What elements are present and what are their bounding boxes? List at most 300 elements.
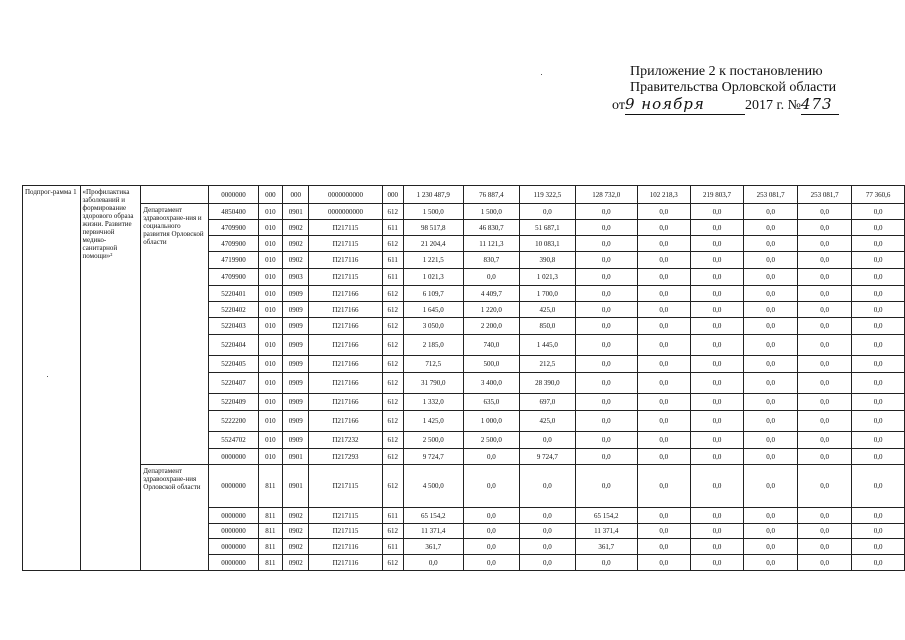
value-cell: 11 371,4 [403, 524, 463, 539]
code-cell: 611 [382, 220, 403, 236]
value-cell: 0,0 [575, 236, 637, 252]
empty-dept-cell [141, 186, 209, 204]
value-cell: 0,0 [575, 394, 637, 411]
code-cell: П217115 [309, 236, 382, 252]
header-prefix: от [612, 98, 625, 113]
code-cell: 0000000 [209, 186, 258, 204]
value-cell: 77 360,6 [852, 186, 905, 204]
value-cell: 0,0 [520, 465, 576, 508]
value-cell: 1 445,0 [520, 335, 576, 356]
value-cell: 0,0 [690, 302, 743, 318]
code-cell: 0000000000 [309, 186, 382, 204]
code-cell: 0902 [283, 220, 309, 236]
value-cell: 0,0 [575, 373, 637, 394]
value-cell: 2 500,0 [403, 432, 463, 449]
value-cell: 0,0 [637, 286, 690, 302]
value-cell: 0,0 [852, 269, 905, 286]
value-cell: 0,0 [575, 449, 637, 465]
value-cell: 51 687,1 [520, 220, 576, 236]
value-cell: 697,0 [520, 394, 576, 411]
code-cell: 612 [382, 204, 403, 220]
code-cell: 811 [258, 555, 283, 571]
code-cell: 0909 [283, 302, 309, 318]
code-cell: 0909 [283, 318, 309, 335]
code-cell: 5220407 [209, 373, 258, 394]
value-cell: 28 390,0 [520, 373, 576, 394]
code-cell: 0000000 [209, 465, 258, 508]
value-cell: 1 021,3 [520, 269, 576, 286]
value-cell: 0,0 [463, 508, 519, 524]
table-row [23, 186, 905, 204]
code-cell: 010 [258, 286, 283, 302]
code-cell: 010 [258, 373, 283, 394]
value-cell: 0,0 [798, 252, 852, 269]
value-cell: 0,0 [690, 236, 743, 252]
value-cell: 0,0 [463, 465, 519, 508]
code-cell: 010 [258, 449, 283, 465]
value-cell: 0,0 [798, 411, 852, 432]
value-cell: 0,0 [744, 236, 798, 252]
value-cell: 0,0 [637, 204, 690, 220]
value-cell: 0,0 [637, 318, 690, 335]
value-cell: 0,0 [575, 286, 637, 302]
value-cell: 0,0 [575, 220, 637, 236]
code-cell: 5220402 [209, 302, 258, 318]
value-cell: 0,0 [852, 286, 905, 302]
value-cell: 0,0 [852, 465, 905, 508]
value-cell: 740,0 [463, 335, 519, 356]
code-cell: 0901 [283, 465, 309, 508]
value-cell: 0,0 [575, 318, 637, 335]
value-cell: 0,0 [637, 465, 690, 508]
value-cell: 0,0 [575, 335, 637, 356]
value-cell: 2 200,0 [463, 318, 519, 335]
code-cell: П217166 [309, 373, 382, 394]
code-cell: 0901 [283, 449, 309, 465]
value-cell: 361,7 [575, 539, 637, 555]
code-cell: 0902 [283, 524, 309, 539]
value-cell: 0,0 [798, 555, 852, 571]
value-cell: 102 218,3 [637, 186, 690, 204]
value-cell: 1 500,0 [403, 204, 463, 220]
code-cell: П217166 [309, 302, 382, 318]
code-cell: 4709900 [209, 269, 258, 286]
value-cell: 2 500,0 [463, 432, 519, 449]
value-cell: 0,0 [463, 555, 519, 571]
value-cell: 0,0 [744, 508, 798, 524]
value-cell: 0,0 [798, 335, 852, 356]
value-cell: 9 724,7 [520, 449, 576, 465]
code-cell: 000 [382, 186, 403, 204]
handwritten-number: 473 [800, 95, 833, 113]
value-cell: 0,0 [575, 204, 637, 220]
code-cell: П217115 [309, 269, 382, 286]
code-cell: 0909 [283, 373, 309, 394]
value-cell: 0,0 [852, 318, 905, 335]
value-cell: 0,0 [852, 411, 905, 432]
code-cell: 811 [258, 539, 283, 555]
code-cell: 0000000000 [309, 204, 382, 220]
value-cell: 0,0 [852, 555, 905, 571]
value-cell: 361,7 [403, 539, 463, 555]
value-cell: 0,0 [798, 539, 852, 555]
value-cell: 0,0 [637, 508, 690, 524]
value-cell: 0,0 [637, 220, 690, 236]
value-cell: 0,0 [690, 539, 743, 555]
code-cell: 0000000 [209, 539, 258, 555]
value-cell: 0,0 [690, 465, 743, 508]
value-cell: 1 000,0 [463, 411, 519, 432]
value-cell: 0,0 [520, 432, 576, 449]
value-cell: 0,0 [520, 204, 576, 220]
code-cell: П217115 [309, 508, 382, 524]
value-cell: 0,0 [852, 236, 905, 252]
value-cell: 0,0 [852, 432, 905, 449]
value-cell: 1 332,0 [403, 394, 463, 411]
code-cell: П217116 [309, 555, 382, 571]
value-cell: 0,0 [852, 449, 905, 465]
value-cell: 0,0 [463, 449, 519, 465]
value-cell: 0,0 [798, 394, 852, 411]
value-cell: 0,0 [744, 252, 798, 269]
value-cell: 212,5 [520, 356, 576, 373]
table-row [23, 465, 905, 508]
value-cell: 219 803,7 [690, 186, 743, 204]
code-cell: 4709900 [209, 236, 258, 252]
value-cell: 0,0 [575, 432, 637, 449]
value-cell: 635,0 [463, 394, 519, 411]
value-cell: 0,0 [575, 269, 637, 286]
value-cell: 1 425,0 [403, 411, 463, 432]
code-cell: 811 [258, 524, 283, 539]
value-cell: 1 700,0 [520, 286, 576, 302]
value-cell: 0,0 [690, 411, 743, 432]
code-cell: 010 [258, 204, 283, 220]
code-cell: 0902 [283, 539, 309, 555]
value-cell: 0,0 [798, 302, 852, 318]
value-cell: 0,0 [637, 524, 690, 539]
table-body [23, 186, 905, 571]
code-cell: П217166 [309, 286, 382, 302]
value-cell: 0,0 [852, 220, 905, 236]
value-cell: 0,0 [744, 411, 798, 432]
code-cell: 0909 [283, 411, 309, 432]
code-cell: 0902 [283, 252, 309, 269]
value-cell: 46 830,7 [463, 220, 519, 236]
code-cell: 612 [382, 449, 403, 465]
value-cell: 65 154,2 [403, 508, 463, 524]
code-cell: 612 [382, 373, 403, 394]
code-cell: П217116 [309, 539, 382, 555]
code-cell: 5524702 [209, 432, 258, 449]
value-cell: 9 724,7 [403, 449, 463, 465]
code-cell: П217166 [309, 356, 382, 373]
header-line2: Правительства Орловской области [630, 80, 837, 95]
value-cell: 0,0 [798, 508, 852, 524]
value-cell: 0,0 [463, 524, 519, 539]
value-cell: 0,0 [744, 432, 798, 449]
appendix-header [612, 64, 872, 115]
table-row [23, 204, 905, 220]
value-cell: 6 109,7 [403, 286, 463, 302]
code-cell: 612 [382, 394, 403, 411]
value-cell: 0,0 [690, 356, 743, 373]
value-cell: 253 081,7 [798, 186, 852, 204]
value-cell: 11 371,4 [575, 524, 637, 539]
code-cell: 0902 [283, 508, 309, 524]
code-cell: 010 [258, 394, 283, 411]
value-cell: 0,0 [744, 335, 798, 356]
value-cell: 0,0 [520, 555, 576, 571]
value-cell: 0,0 [520, 508, 576, 524]
value-cell: 3 400,0 [463, 373, 519, 394]
value-cell: 0,0 [690, 252, 743, 269]
value-cell: 500,0 [463, 356, 519, 373]
code-cell: 000 [283, 186, 309, 204]
code-cell: 010 [258, 432, 283, 449]
value-cell: 2 185,0 [403, 335, 463, 356]
value-cell: 0,0 [798, 373, 852, 394]
value-cell: 0,0 [852, 373, 905, 394]
value-cell: 0,0 [744, 204, 798, 220]
code-cell: 010 [258, 411, 283, 432]
code-cell: 612 [382, 286, 403, 302]
value-cell: 0,0 [637, 236, 690, 252]
value-cell: 0,0 [798, 318, 852, 335]
code-cell: 611 [382, 269, 403, 286]
value-cell: 0,0 [637, 539, 690, 555]
code-cell: П217116 [309, 252, 382, 269]
value-cell: 0,0 [744, 465, 798, 508]
value-cell: 0,0 [575, 252, 637, 269]
code-cell: 612 [382, 465, 403, 508]
value-cell: 3 050,0 [403, 318, 463, 335]
code-cell: 0909 [283, 335, 309, 356]
value-cell: 0,0 [690, 269, 743, 286]
code-cell: 611 [382, 539, 403, 555]
code-cell: 0000000 [209, 555, 258, 571]
code-cell: П217115 [309, 524, 382, 539]
code-cell: 010 [258, 335, 283, 356]
code-cell: 612 [382, 318, 403, 335]
code-cell: П217166 [309, 318, 382, 335]
value-cell: 0,0 [637, 411, 690, 432]
code-cell: 5220405 [209, 356, 258, 373]
code-cell: 010 [258, 318, 283, 335]
value-cell: 31 790,0 [403, 373, 463, 394]
value-cell: 0,0 [744, 286, 798, 302]
dept1-cell: Департамент здравоохране-ния и социального развития Орловской области [141, 204, 209, 465]
value-cell: 0,0 [744, 539, 798, 555]
value-cell: 0,0 [463, 539, 519, 555]
value-cell: 0,0 [403, 555, 463, 571]
value-cell: 0,0 [744, 302, 798, 318]
code-cell: 612 [382, 356, 403, 373]
value-cell: 21 204,4 [403, 236, 463, 252]
value-cell: 0,0 [637, 432, 690, 449]
code-cell: 612 [382, 411, 403, 432]
code-cell: П217293 [309, 449, 382, 465]
value-cell: 0,0 [744, 356, 798, 373]
code-cell: 010 [258, 269, 283, 286]
value-cell: 1 500,0 [463, 204, 519, 220]
value-cell: 0,0 [798, 356, 852, 373]
code-cell: 612 [382, 524, 403, 539]
code-cell: 811 [258, 465, 283, 508]
value-cell: 0,0 [690, 449, 743, 465]
scan-speck [47, 376, 48, 377]
code-cell: 0909 [283, 286, 309, 302]
value-cell: 0,0 [690, 220, 743, 236]
code-cell: 5222200 [209, 411, 258, 432]
value-cell: 1 645,0 [403, 302, 463, 318]
value-cell: 0,0 [690, 508, 743, 524]
code-cell: 4719900 [209, 252, 258, 269]
code-cell: 811 [258, 508, 283, 524]
value-cell: 0,0 [798, 286, 852, 302]
value-cell: 0,0 [637, 356, 690, 373]
code-cell: 010 [258, 236, 283, 252]
value-cell: 0,0 [744, 449, 798, 465]
value-cell: 0,0 [575, 411, 637, 432]
header-date-line [612, 96, 872, 115]
code-cell: 000 [258, 186, 283, 204]
value-cell: 0,0 [690, 286, 743, 302]
value-cell: 0,0 [798, 204, 852, 220]
value-cell: 0,0 [852, 508, 905, 524]
value-cell: 0,0 [463, 269, 519, 286]
value-cell: 0,0 [690, 432, 743, 449]
handwritten-date: 9 ноября [624, 95, 705, 113]
scan-speck [541, 74, 542, 75]
code-cell: 0902 [283, 236, 309, 252]
code-cell: П217115 [309, 220, 382, 236]
subprogram-cell: Подпрог-рамма 1 [23, 186, 81, 571]
value-cell: 1 220,0 [463, 302, 519, 318]
value-cell: 4 409,7 [463, 286, 519, 302]
value-cell: 0,0 [575, 465, 637, 508]
value-cell: 425,0 [520, 302, 576, 318]
value-cell: 0,0 [744, 269, 798, 286]
value-cell: 0,0 [690, 394, 743, 411]
value-cell: 0,0 [798, 432, 852, 449]
code-cell: 0902 [283, 555, 309, 571]
value-cell: 0,0 [744, 394, 798, 411]
value-cell: 0,0 [637, 252, 690, 269]
value-cell: 65 154,2 [575, 508, 637, 524]
value-cell: 850,0 [520, 318, 576, 335]
value-cell: 0,0 [798, 524, 852, 539]
code-cell: 0909 [283, 432, 309, 449]
value-cell: 0,0 [852, 252, 905, 269]
code-cell: 0903 [283, 269, 309, 286]
value-cell: 390,8 [520, 252, 576, 269]
value-cell: 0,0 [744, 555, 798, 571]
value-cell: 10 083,1 [520, 236, 576, 252]
code-cell: 612 [382, 555, 403, 571]
code-cell: 0909 [283, 394, 309, 411]
value-cell: 0,0 [637, 373, 690, 394]
value-cell: 425,0 [520, 411, 576, 432]
description-cell: «Профилактика заболеваний и формирование здорового образа жизни. Развитие первичной медико-санитарной помощи»² [80, 186, 141, 571]
header-line1: Приложение 2 к постановлению [630, 64, 823, 79]
value-cell: 830,7 [463, 252, 519, 269]
value-cell: 0,0 [852, 524, 905, 539]
code-cell: 0000000 [209, 449, 258, 465]
value-cell: 0,0 [852, 302, 905, 318]
value-cell: 0,0 [637, 335, 690, 356]
value-cell: 253 081,7 [744, 186, 798, 204]
date-underline [625, 96, 745, 115]
value-cell: 712,5 [403, 356, 463, 373]
value-cell: 0,0 [744, 373, 798, 394]
code-cell: П217166 [309, 394, 382, 411]
value-cell: 0,0 [690, 318, 743, 335]
value-cell: 0,0 [637, 555, 690, 571]
code-cell: 612 [382, 236, 403, 252]
value-cell: 0,0 [852, 394, 905, 411]
code-cell: 010 [258, 252, 283, 269]
value-cell: 0,0 [744, 524, 798, 539]
code-cell: 4850400 [209, 204, 258, 220]
header-year: 2017 г. № [744, 98, 801, 113]
value-cell: 1 021,3 [403, 269, 463, 286]
value-cell: 0,0 [690, 204, 743, 220]
code-cell: 611 [382, 252, 403, 269]
code-cell: 0901 [283, 204, 309, 220]
code-cell: 0909 [283, 356, 309, 373]
code-cell: П217232 [309, 432, 382, 449]
value-cell: 0,0 [690, 373, 743, 394]
number-underline [801, 96, 839, 115]
value-cell: 0,0 [520, 539, 576, 555]
code-cell: П217166 [309, 411, 382, 432]
value-cell: 0,0 [637, 269, 690, 286]
code-cell: 5220409 [209, 394, 258, 411]
code-cell: П217115 [309, 465, 382, 508]
value-cell: 0,0 [798, 269, 852, 286]
code-cell: 5220401 [209, 286, 258, 302]
code-cell: 0000000 [209, 508, 258, 524]
budget-table [22, 185, 905, 571]
value-cell: 0,0 [520, 524, 576, 539]
code-cell: 612 [382, 335, 403, 356]
code-cell: 611 [382, 508, 403, 524]
value-cell: 0,0 [852, 204, 905, 220]
value-cell: 0,0 [798, 449, 852, 465]
code-cell: 010 [258, 302, 283, 318]
value-cell: 98 517,8 [403, 220, 463, 236]
code-cell: 4709900 [209, 220, 258, 236]
code-cell: 010 [258, 356, 283, 373]
value-cell: 0,0 [637, 449, 690, 465]
value-cell: 0,0 [575, 555, 637, 571]
value-cell: 0,0 [744, 318, 798, 335]
code-cell: 5220403 [209, 318, 258, 335]
value-cell: 0,0 [852, 356, 905, 373]
value-cell: 0,0 [690, 335, 743, 356]
value-cell: 1 221,5 [403, 252, 463, 269]
code-cell: 5220404 [209, 335, 258, 356]
value-cell: 119 322,5 [520, 186, 576, 204]
value-cell: 1 230 487,9 [403, 186, 463, 204]
dept2-cell: Департамент здравоохране-ния Орловской области [141, 465, 209, 571]
value-cell: 0,0 [575, 356, 637, 373]
value-cell: 128 732,0 [575, 186, 637, 204]
value-cell: 0,0 [637, 302, 690, 318]
value-cell: 0,0 [744, 220, 798, 236]
value-cell: 0,0 [852, 335, 905, 356]
